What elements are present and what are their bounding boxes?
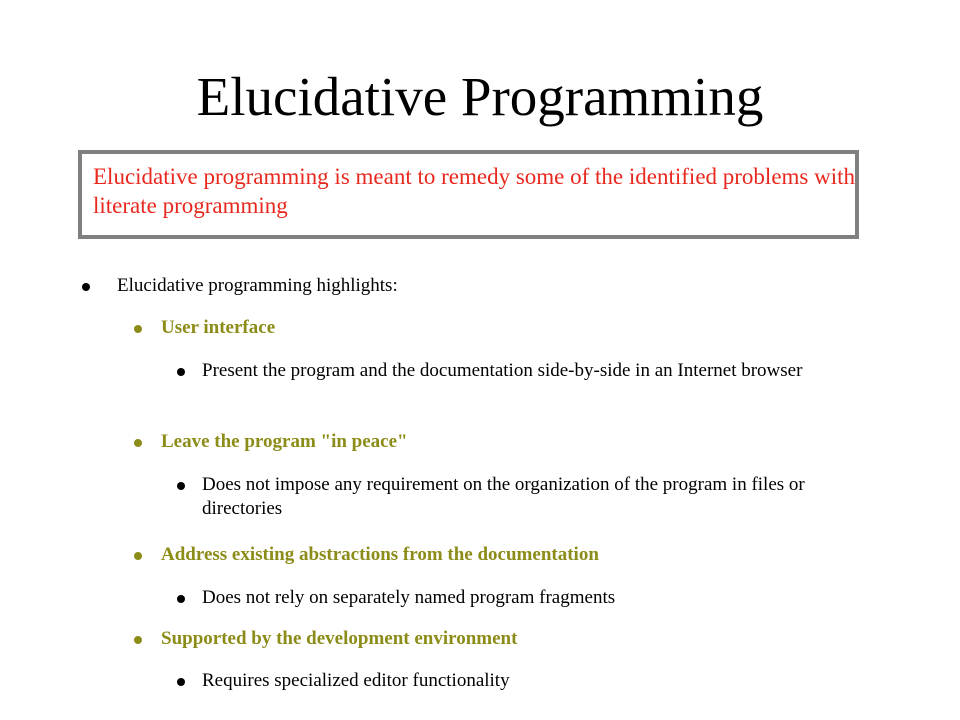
bullet-icon xyxy=(134,439,142,447)
section-heading-text: Supported by the development environment xyxy=(161,628,518,649)
callout-box xyxy=(78,150,859,239)
bullet-icon xyxy=(134,325,142,333)
bullet-icon xyxy=(134,552,142,560)
bullet-icon xyxy=(134,636,142,644)
bullet-icon xyxy=(177,678,185,686)
section-point xyxy=(177,669,887,693)
section-heading-text: Leave the program "in peace" xyxy=(161,431,408,452)
section-heading-leave-program-in-peace xyxy=(134,430,408,454)
bullet-icon xyxy=(177,368,185,376)
section-heading-text: Address existing abstractions from the documentation xyxy=(161,544,599,565)
intro-text: Elucidative programming highlights: xyxy=(117,275,398,296)
section-point-text: Does not impose any requirement on the organization of the program in files or directories xyxy=(202,474,805,519)
slide-title: Elucidative Programming xyxy=(196,66,764,127)
bullet-icon xyxy=(177,482,185,490)
intro-bullet xyxy=(82,274,398,298)
section-heading-address-existing-abstractions xyxy=(134,543,599,567)
section-point-text: Requires specialized editor functionality xyxy=(202,670,510,691)
section-heading-text: User interface xyxy=(161,317,276,338)
section-point xyxy=(177,586,887,610)
callout-text: Elucidative programming is meant to remedy some of the identified problems with literate programming xyxy=(93,164,856,218)
section-heading-user-interface xyxy=(134,316,275,340)
section-point-text: Does not rely on separately named program fragments xyxy=(202,587,616,608)
bullet-icon xyxy=(82,283,90,291)
section-heading-supported-by-development-environment xyxy=(134,627,517,651)
bullet-icon xyxy=(177,595,185,603)
section-point xyxy=(177,473,887,521)
section-point xyxy=(177,359,887,383)
section-point-text: Present the program and the documentation side-by-side in an Internet browser xyxy=(202,360,803,381)
